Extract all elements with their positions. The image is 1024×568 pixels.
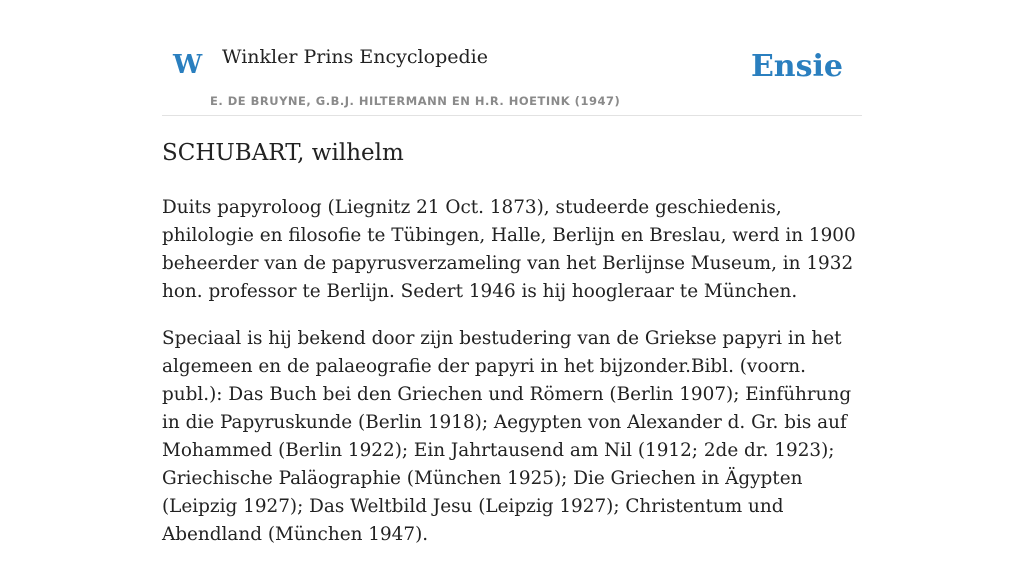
article [162,140,862,568]
article-paragraph-1: Duits papyroloog (Liegnitz 21 Oct. 1873), studeerde geschiedenis, philologie en filosofie te Tübingen, Halle, Berlijn en Breslau, werd in 1900 beheerder van de papyrusverzameling van het Berlijnse Museum, in 1932 hon. professor te Berlijn. Sedert 1946 is hij hoogleraar te München. [162,196,856,302]
ensie-brand-link[interactable]: Ensie [750,49,843,84]
site-header [162,0,862,116]
encyclopedia-logo[interactable]: W [173,50,203,80]
site-title[interactable]: Winkler Prins Encyclopedie [222,46,488,68]
entry-title: SCHUBART, wilhelm [162,140,404,166]
article-paragraph-2: Speciaal is hij bekend door zijn bestudering van de Griekse papyri in het algemeen en de palaeografie der papyri in het bijzonder.Bibl. (voorn. publ.): Das Buch bei den Griechen und Römern (Berlin 1907); Einführung in die Papyruskunde (Berlin 1918); Aegypten von Alexander d. Gr. bis auf Mohammed (Berlin 1922); Ein Jahrtausend am Nil (1912; 2de dr. 1923); Griechische Paläographie (München 1925); Die Griechen in Ägypten (Leipzig 1927); Das Weltbild Jesu (Leipzig 1927); Christentum und Abendland (München 1947). [162,327,852,545]
site-authors: E. DE BRUYNE, G.B.J. HILTERMANN EN H.R. HOETINK (1947) [210,94,621,108]
